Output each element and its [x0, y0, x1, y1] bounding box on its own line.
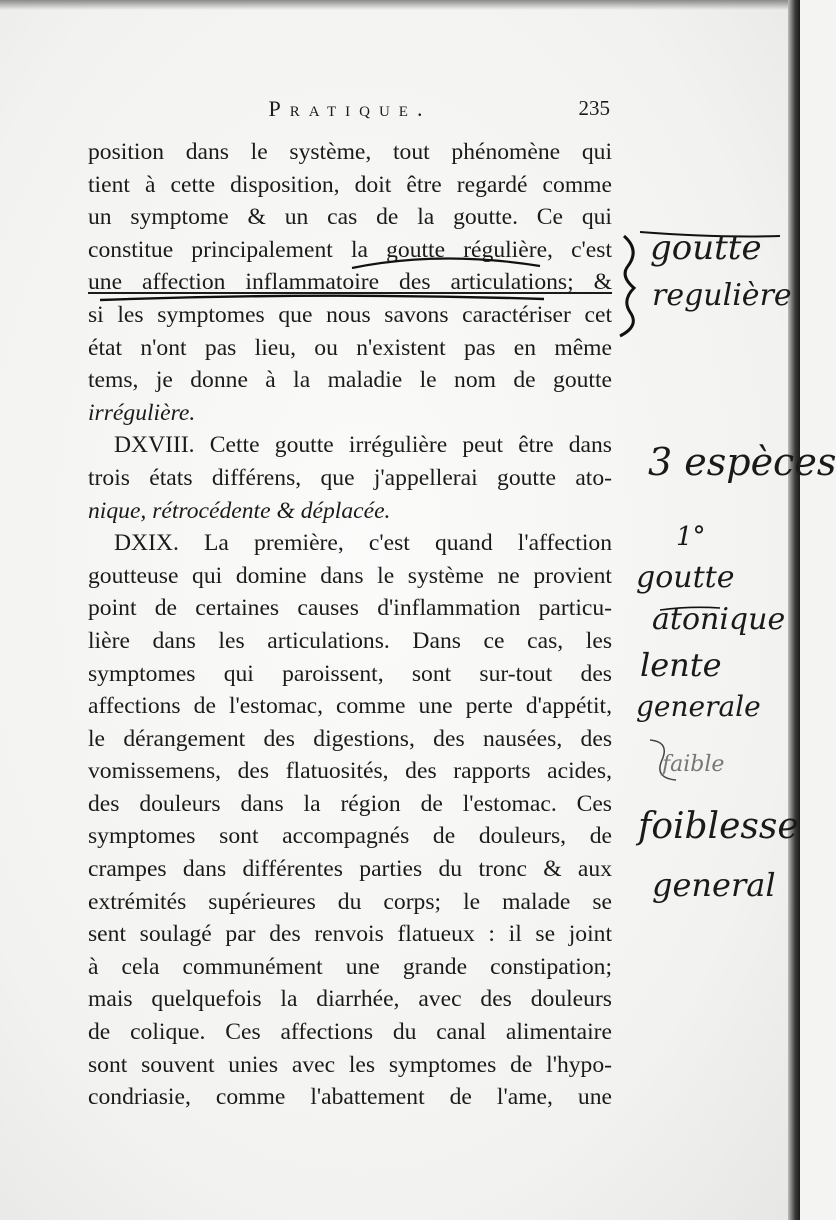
text-line: nique, rétrocédente & déplacée. — [88, 497, 391, 524]
page-right-edge — [788, 0, 800, 1220]
text-line: état n'ont pas lieu, ou n'existent pas en même — [88, 334, 612, 361]
margin-note-foiblesse: foiblesse — [638, 806, 799, 847]
text-line: sent soulagé par des renvois flatueux : il se joint — [88, 921, 612, 948]
text-line-underlined: une affection inflammatoire des articulations; & — [88, 269, 612, 296]
text-line: tems, je donne à la maladie le nom de goutte — [88, 367, 612, 394]
text-line: constitue principalement la goutte régulière, c'est — [88, 236, 612, 263]
page-number: 235 — [578, 96, 610, 120]
text-line: crampes dans différentes parties du tronc & aux — [88, 856, 612, 883]
margin-note-general: general — [652, 866, 776, 904]
margin-note-generale: generale — [636, 690, 761, 723]
margin-note-3-especes: 3 espèces — [648, 440, 836, 484]
paragraph-dxviii-start: DXVIII. Cette goutte irrégulière peut être dans — [114, 432, 612, 459]
running-head — [90, 96, 610, 128]
margin-note-atonique: atonique — [652, 602, 786, 637]
text-line: sont souvent unies avec les symptomes de l'hypo- — [88, 1051, 612, 1078]
margin-note-reguliere: regulière — [652, 278, 792, 313]
margin-note-goutte-2: goutte — [636, 560, 735, 595]
margin-note-premier: 1° — [676, 522, 706, 552]
text-line: lière dans les articulations. Dans ce cas, les — [88, 627, 612, 654]
text-line: tient à cette disposition, doit être regardé comme — [88, 171, 612, 198]
text-line: si les symptomes que nous savons caractériser cet — [88, 301, 612, 328]
text-line: à cela communément une grande constipation; — [88, 953, 612, 980]
page-top-shadow — [0, 0, 800, 10]
text-line: des douleurs dans la région de l'estomac. Ces — [88, 790, 612, 817]
text-line: un symptome & un cas de la goutte. Ce qui — [88, 204, 612, 231]
margin-note-goutte: goutte — [650, 228, 762, 268]
text-line: goutteuse qui domine dans le système ne provient — [88, 562, 612, 589]
curly-brace-icon — [620, 236, 634, 336]
text-line: condriasie, comme l'abattement de l'ame, une — [88, 1084, 612, 1111]
text-line: vomissemens, des flatuosités, des rapports acides, — [88, 758, 612, 785]
text-line: extrémités supérieures du corps; le malade se — [88, 888, 612, 915]
text-line: point de certaines causes d'inflammation particu- — [88, 595, 612, 622]
text-line: mais quelquefois la diarrhée, avec des douleurs — [88, 986, 612, 1013]
margin-note-lente: lente — [640, 646, 722, 684]
text-line: symptomes sont accompagnés de douleurs, de — [88, 823, 612, 850]
text-line: affections de l'estomac, comme une perte d'appétit, — [88, 693, 612, 720]
paragraph-dxix-start: DXIX. La première, c'est quand l'affection — [114, 530, 612, 557]
text-line: position dans le système, tout phénomène qui — [88, 139, 612, 165]
text-line: le dérangement des digestions, des nausées, des — [88, 725, 612, 752]
text-line: trois états différens, que j'appellerai goutte ato- — [88, 464, 612, 491]
running-title: Pratique. — [268, 96, 432, 121]
text-line: de colique. Ces affections du canal alimentaire — [88, 1019, 612, 1046]
margin-note-faible: faible — [662, 752, 725, 777]
text-line: irrégulière. — [88, 399, 196, 426]
body-text — [88, 136, 612, 1114]
text-line: symptomes qui paroissent, sont sur-tout des — [88, 660, 612, 687]
